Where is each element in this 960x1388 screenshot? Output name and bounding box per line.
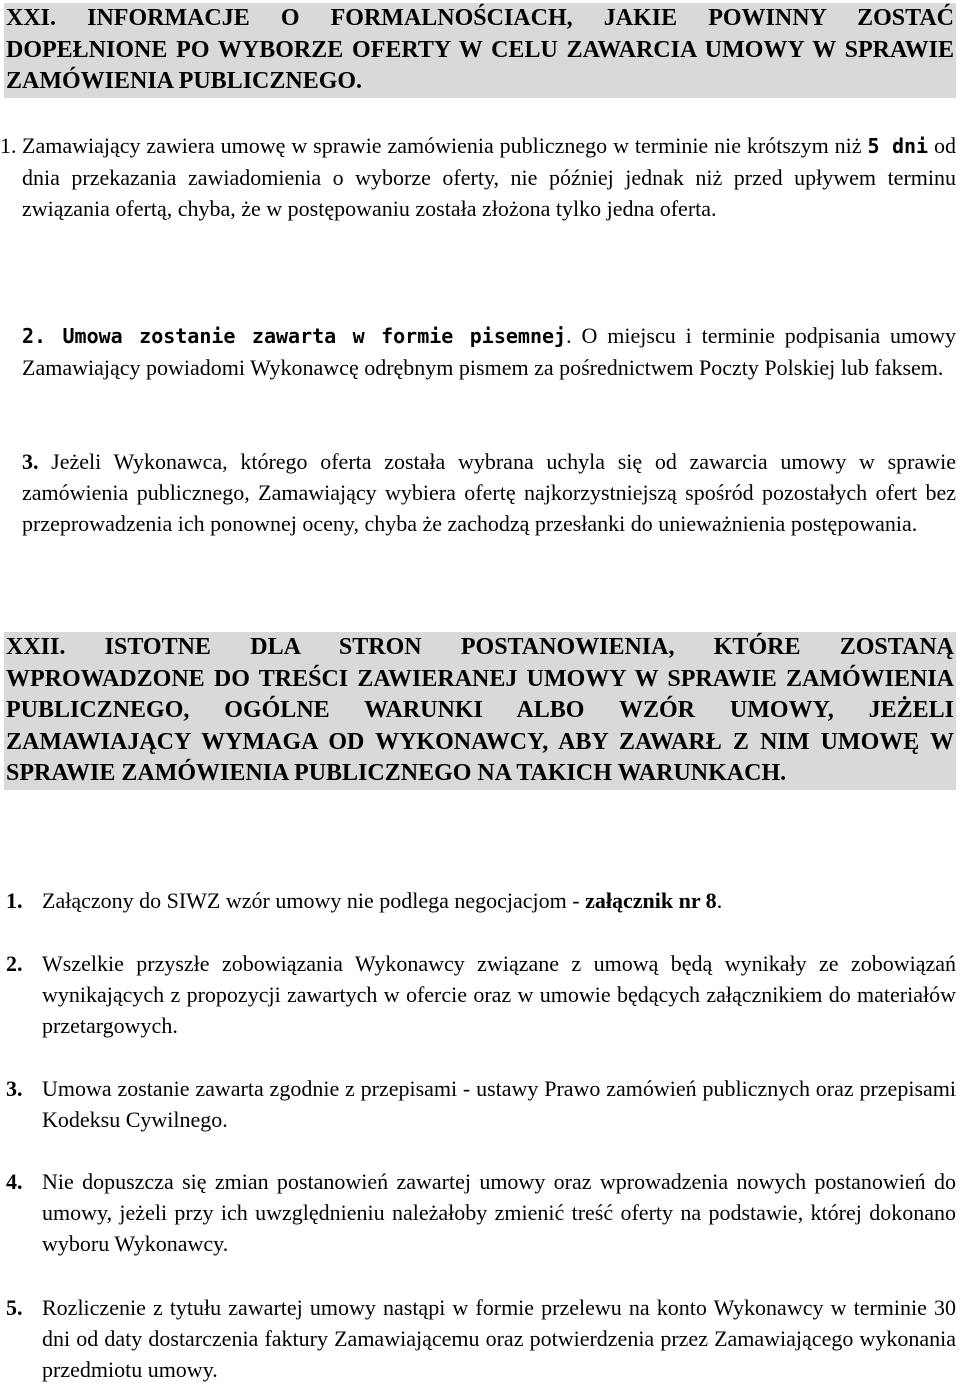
paragraph-text: . O miejscu i terminie podpisania umowy Zamawiający powiadomi Wykonawcę odrębnym pismem za pośrednictwem Poczty Polskiej lub faksem. xyxy=(22,323,956,380)
paragraph-number: 3. xyxy=(22,449,39,474)
attachment-reference: załącznik nr 8 xyxy=(585,888,717,913)
section-xxii-heading: XXII. ISTOTNE DLA STRON POSTANOWIENIA, KTÓRE ZOSTANĄ WPROWADZONE DO TREŚCI ZAWIERANEJ UMOWY W SPRAWIE ZAMÓWIENIA PUBLICZNEGO, OGÓLNE WARUNKI ALBO WZÓR UMOWY, JEŻELI ZAMAWIAJĄCY WYMAGA OD WYKONAWCY, ABY ZAWARŁ Z NIM UMOWĘ W SPRAWIE ZAMÓWIENIA PUBLICZNEGO NA TAKICH WARUNKACH. xyxy=(4,632,956,790)
section-xxi-heading: XXI. INFORMACJE O FORMALNOŚCIACH, JAKIE POWINNY ZOSTAĆ DOPEŁNIONE PO WYBORZE OFERTY W CELU ZAWARCIA UMOWY W SPRAWIE ZAMÓWIENIA PUBLICZNEGO. xyxy=(4,3,956,98)
item-number: 1. xyxy=(6,888,23,913)
item-text: Nie dopuszcza się zmian postanowień zawartej umowy oraz wprowadzenia nowych postanowień do umowy, jeżeli przy ich uwzględnieniu należałoby zmienić treść oferty na podstawie, której dokonano wyboru Wykonawcy. xyxy=(42,1169,956,1256)
paragraph-text: Zamawiający zawiera umowę w sprawie zamówienia publicznego w terminie nie krótszym niż xyxy=(22,133,868,158)
item-text xyxy=(42,885,956,916)
paragraph-text: Jeżeli Wykonawca, którego oferta została wybrana uchyla się od zawarcia umowy w sprawie zamówienia publicznego, Zamawiający wybiera ofertę najkorzystniejszą spośród pozostałych ofert bez przeprowadzenia ich ponownej oceny, chyba że zachodzą przesłanki do unieważnienia postępowania. xyxy=(22,449,956,536)
item-number: 5. xyxy=(6,1295,23,1320)
item-text: Rozliczenie z tytułu zawartej umowy nastąpi w formie przelewu na konto Wykonawcy w terminie 30 dni od daty dostarczenia faktury Zamawiającemu oraz potwierdzenia przez Zamawiającego wykonania przedmiotu umowy. xyxy=(42,1295,956,1382)
paragraph-number: 1. xyxy=(0,133,17,158)
item-number: 4. xyxy=(6,1169,23,1194)
item-text: Umowa zostanie zawarta zgodnie z przepisami - ustawy Prawo zamówień publicznych oraz przepisami Kodeksu Cywilnego. xyxy=(42,1076,956,1132)
item-text: Wszelkie przyszłe zobowiązania Wykonawcy związane z umową będą wynikały ze zobowiązań wynikających z propozycji zawartych w ofercie oraz w umowie będących załącznikiem do materiałów przetargowych. xyxy=(42,951,956,1038)
item-text-tail: . xyxy=(716,888,723,913)
item-number: 2. xyxy=(6,951,23,976)
section-xxi-paragraph-2 xyxy=(22,320,956,383)
paragraph-text: od dnia przekazania zawiadomienia o wyborze oferty, nie później jednak niż przed upływem terminu związania ofertą, chyba, że w postępowaniu została złożona tylko jedna oferta. xyxy=(22,133,957,221)
item-text-main: Załączony do SIWZ wzór umowy nie podlega negocjacjom - xyxy=(42,888,586,913)
item-number: 3. xyxy=(6,1076,23,1101)
section-xxi-paragraph-1 xyxy=(0,130,957,224)
deadline-days: 5 dni xyxy=(867,134,929,158)
section-xxi-paragraph-3 xyxy=(22,446,956,539)
paragraph-lead: 2. Umowa zostanie zawarta w formie pisemnej xyxy=(22,324,567,348)
